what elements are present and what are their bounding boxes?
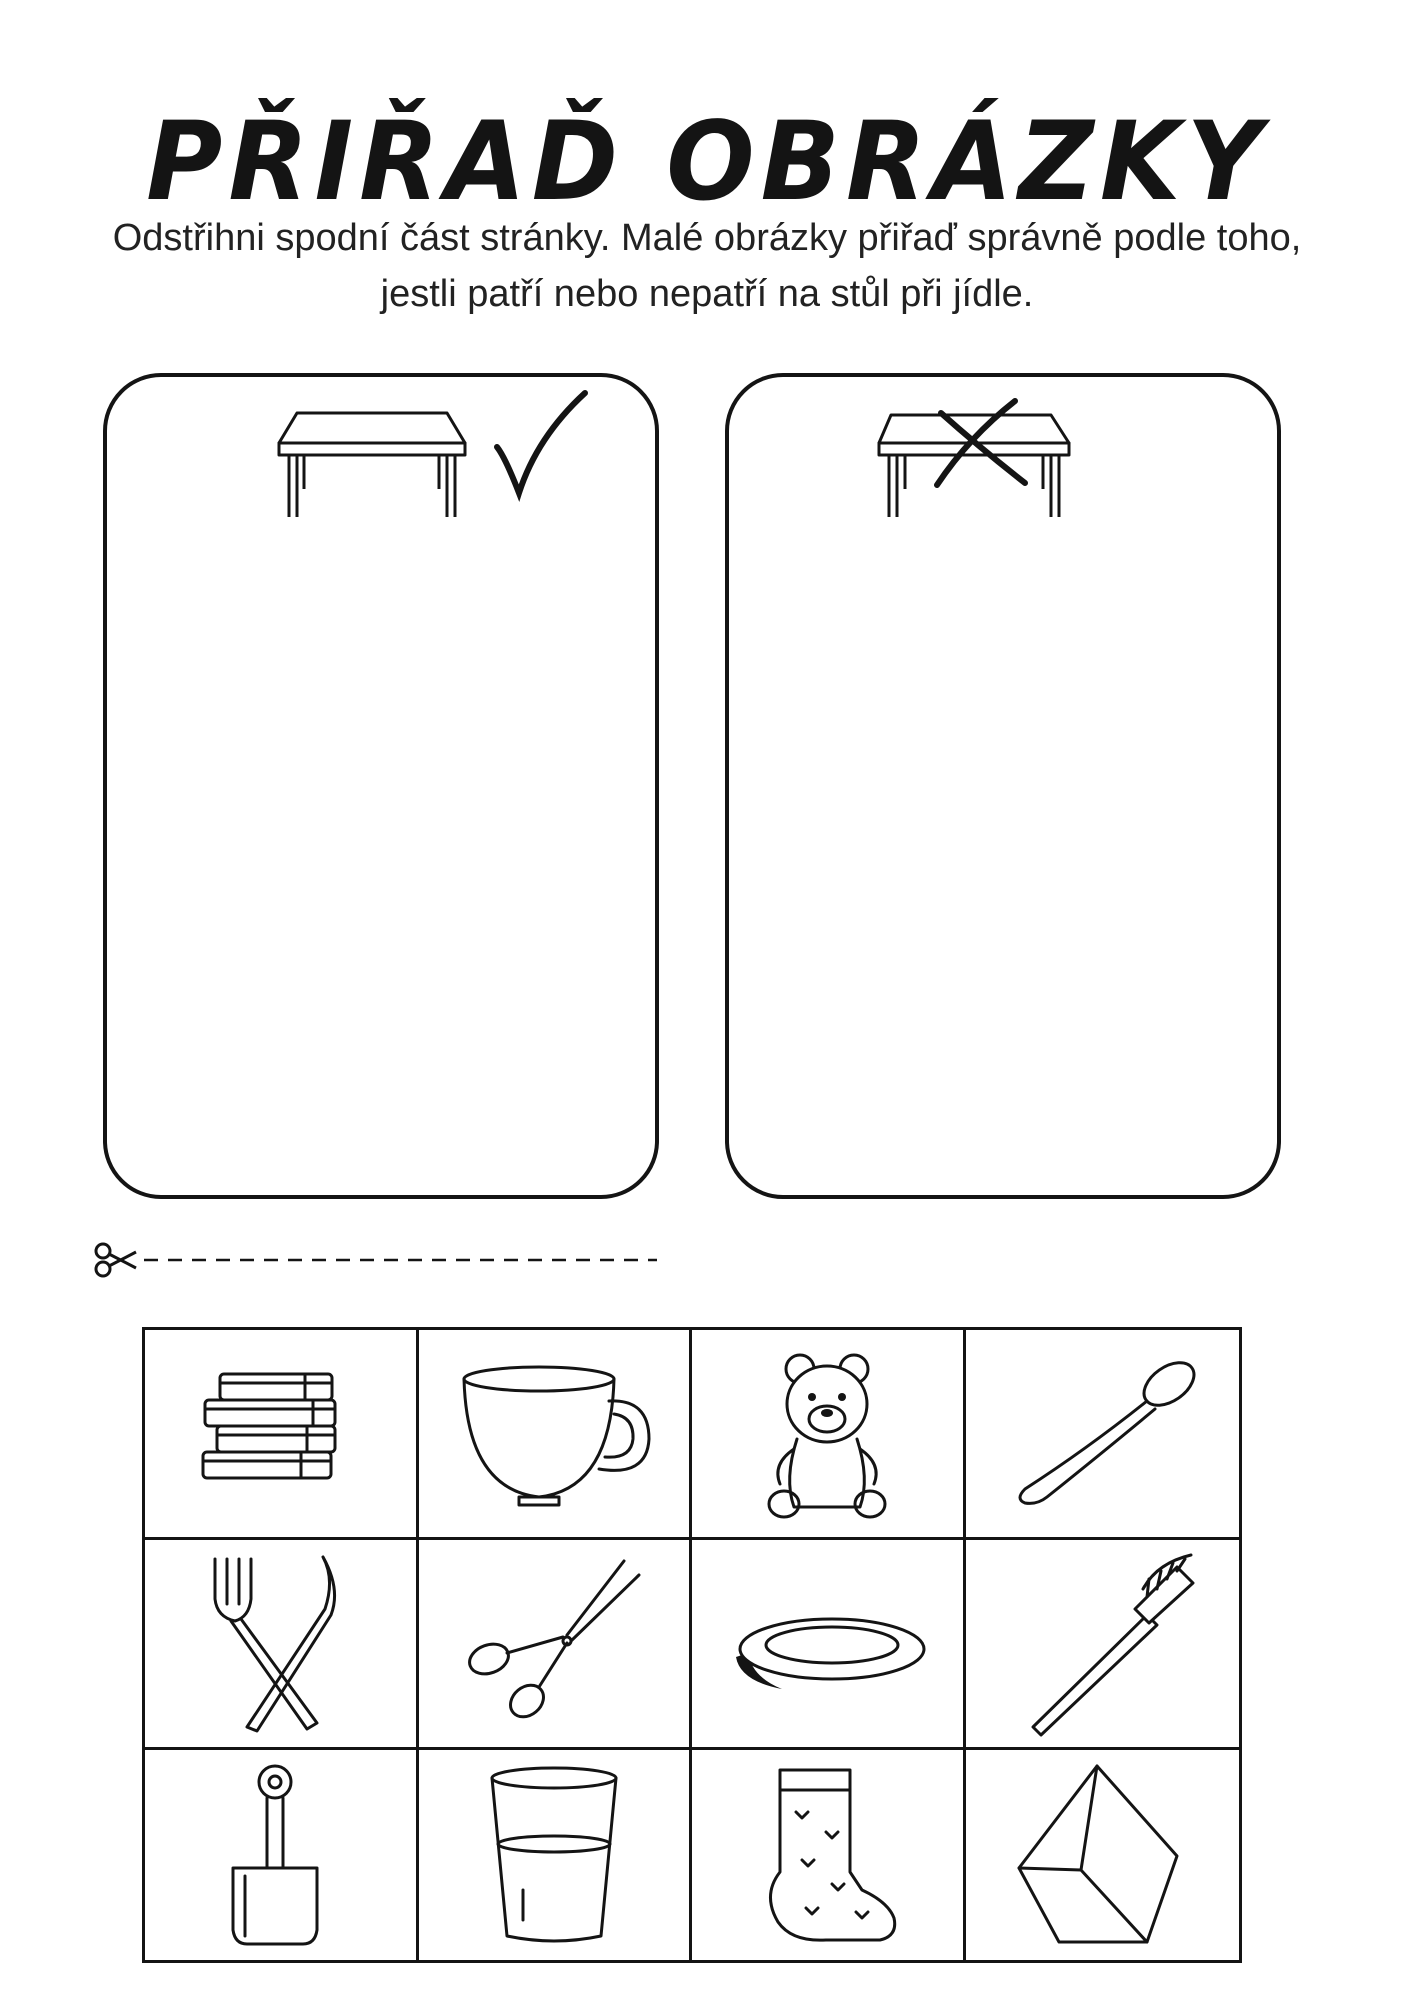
plate-icon bbox=[722, 1549, 932, 1739]
spoon-icon bbox=[997, 1339, 1207, 1529]
table-icon bbox=[279, 413, 465, 517]
scissors-icon bbox=[96, 1244, 136, 1276]
glass-icon bbox=[449, 1760, 659, 1950]
sock-icon bbox=[722, 1760, 932, 1950]
picture-card-toothbrush[interactable] bbox=[966, 1540, 1240, 1750]
picture-card-scissors[interactable] bbox=[419, 1540, 693, 1750]
fork-knife-icon bbox=[175, 1549, 385, 1739]
shovel-icon bbox=[175, 1760, 385, 1950]
picture-card-spoon[interactable] bbox=[966, 1330, 1240, 1540]
books-icon bbox=[175, 1339, 385, 1529]
picture-card-teddy-bear[interactable] bbox=[692, 1330, 966, 1540]
picture-card-toy-shovel[interactable] bbox=[145, 1750, 419, 1960]
picture-card-fork-and-knife[interactable] bbox=[145, 1540, 419, 1750]
page-title: PŘIŘAĎ OBRÁZKY bbox=[146, 96, 1268, 226]
picture-card-cup[interactable] bbox=[419, 1330, 693, 1540]
picture-card-books[interactable] bbox=[145, 1330, 419, 1540]
picture-card-napkin[interactable] bbox=[966, 1750, 1240, 1960]
scissors-icon bbox=[449, 1549, 659, 1739]
cup-icon bbox=[449, 1339, 659, 1529]
picture-card-plate[interactable] bbox=[692, 1540, 966, 1750]
picture-card-glass-of-water[interactable] bbox=[419, 1750, 693, 1960]
toothbrush-icon bbox=[997, 1549, 1207, 1739]
picture-card-sock[interactable] bbox=[692, 1750, 966, 1960]
drop-box-not-belongs[interactable] bbox=[725, 373, 1281, 1199]
instructions-text: Odstřihni spodní část stránky. Malé obrázky přiřaď správně podle toho, jestli patří nebo nepatří na stůl při jídle. bbox=[112, 217, 1302, 315]
cut-line bbox=[92, 1240, 672, 1280]
table-icon bbox=[879, 415, 1069, 517]
napkin-icon bbox=[997, 1760, 1207, 1950]
picture-grid bbox=[142, 1327, 1242, 1963]
teddy-bear-icon bbox=[722, 1339, 932, 1529]
drop-box-belongs[interactable] bbox=[103, 373, 659, 1199]
check-mark-icon bbox=[497, 393, 585, 493]
